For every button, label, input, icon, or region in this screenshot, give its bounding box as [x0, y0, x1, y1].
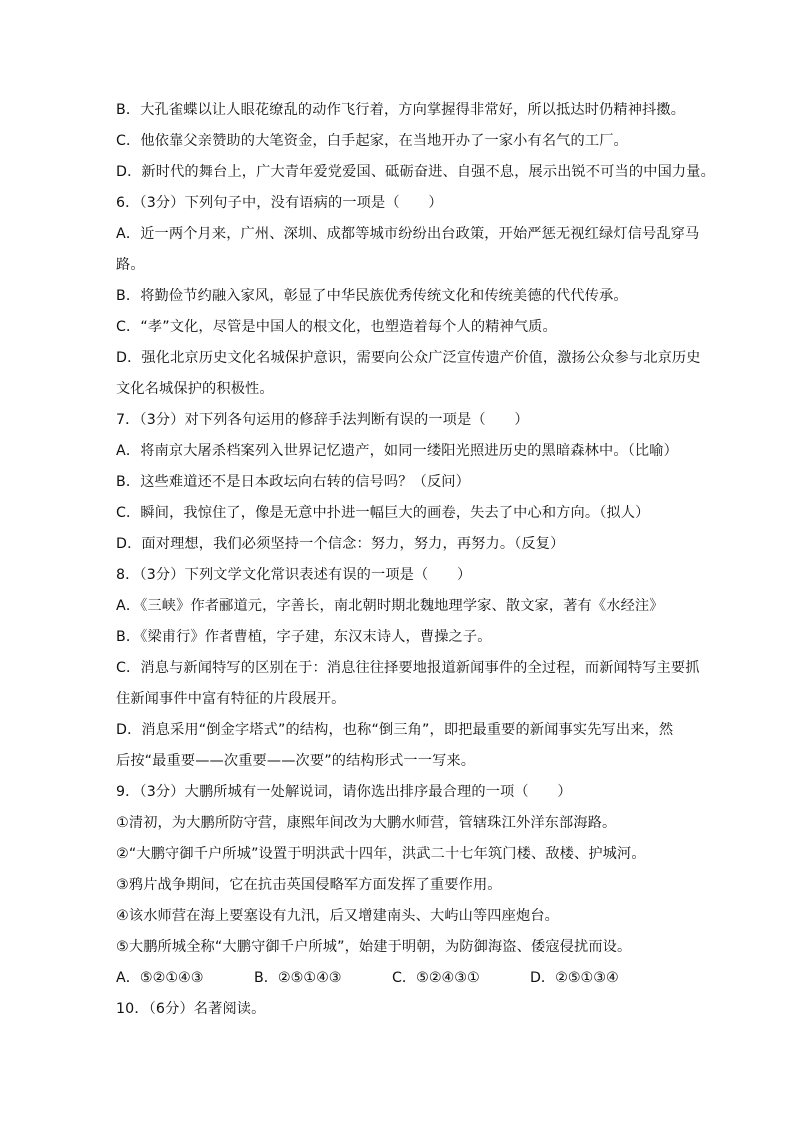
q7-stem: 7．（3分）对下列各句运用的修辞手法判断有误的一项是（ ） [116, 412, 529, 428]
q9-sentence-2: ②“大鹏守御千户所城”设置于明洪武十四年，洪武二十七年筑门楼、敌楼、护城河。 [116, 846, 646, 862]
q9-sentence-1: ①清初，为大鹏所防守营，康熙年间改为大鹏水师营，管辖珠江外洋东部海路。 [116, 815, 617, 831]
q6-option-b: B．将勤俭节约融入家风，彰显了中华民族优秀传统文化和传统美德的代代传承。 [116, 288, 628, 304]
q6-stem: 6．（3分）下列句子中，没有语病的一项是（ ） [116, 195, 443, 211]
q8-option-c-cont: 住新闻事件中富有特征的片段展开。 [116, 691, 346, 707]
q8-option-d: D．消息采用“倒金字塔式”的结构，也称“倒三角”，即把最重要的新闻事实先写出来，然 [116, 722, 674, 738]
q8-option-d-cont: 后按“最重要——次重要——次要”的结构形式一一写来。 [116, 753, 476, 769]
q6-option-c: C．“孝”文化，尽管是中国人的根文化，也塑造着每个人的精神气质。 [116, 319, 557, 335]
q9-sentence-5: ⑤大鹏所城全称“大鹏守御千户所城”，始建于明朝，为防御海盗、倭寇侵扰而设。 [116, 939, 632, 955]
q8-option-a: A．《三峡》作者郦道元，字善长，南北朝时期北魏地理学家、散文家，著有《水经注》 [116, 598, 664, 614]
q6-option-a-cont: 路。 [116, 257, 145, 273]
q7-option-d: D．面对理想，我们必须坚持一个信念：努力，努力，再努力。（反复） [116, 536, 565, 552]
q9-option-d: D．②⑤①③④ [530, 970, 619, 986]
q5-option-d: D．新时代的舞台上，广大青年爱党爱国、砥砺奋进、自强不息，展示出锐不可当的中国力量。 [116, 164, 715, 180]
q9-option-c: C．⑤②④③① [392, 970, 480, 986]
q7-option-a: A．将南京大屠杀档案列入世界记忆遗产，如同一缕阳光照进历史的黑暗森林中。（比喻） [116, 443, 678, 459]
q7-option-c: C．瞬间，我惊住了，像是无意中扑进一幅巨大的画卷，失去了中心和方向。（拟人） [116, 505, 650, 521]
q5-option-c: C．他依靠父亲赞助的大笔资金，白手起家，在当地开办了一家小有名气的工厂。 [116, 133, 628, 149]
q8-stem: 8．（3分）下列文学文化常识表述有误的一项是（ ） [116, 567, 472, 583]
q9-sentence-3: ③鸦片战争期间，它在抗击英国侵略军方面发挥了重要作用。 [116, 877, 502, 893]
q10-stem: 10．（6分）名著阅读。 [116, 1001, 266, 1017]
q7-option-b: B．这些难道还不是日本政坛向右转的信号吗？（反问） [116, 474, 470, 490]
q9-option-a: A．⑤②①④③ [116, 970, 204, 986]
q5-option-b: B．大孔雀蝶以让人眼花缭乱的动作飞行着，方向掌握得非常好，所以抵达时仍精神抖擞。 [116, 102, 686, 118]
q6-option-d-cont: 文化名城保护的积极性。 [116, 381, 274, 397]
q9-stem: 9．（3分）大鹏所城有一处解说词，请你选出排序最合理的一项（ ） [116, 784, 572, 800]
q8-option-c: C．消息与新闻特写的区别在于：消息往往择要地报道新闻事件的全过程，而新闻特写主要抓 [116, 660, 700, 676]
q9-option-b: B．②⑤①④③ [254, 970, 342, 986]
q8-option-b: B．《梁甫行》作者曹植，字子建，东汉末诗人，曹操之子。 [116, 629, 492, 645]
q9-sentence-4: ④该水师营在海上要塞设有九汛，后又增建南头、大屿山等四座炮台。 [116, 908, 559, 924]
q6-option-a: A．近一两个月来，广州、深圳、成都等城市纷纷出台政策，开始严惩无视红绿灯信号乱穿马 [116, 226, 700, 242]
q6-option-d: D．强化北京历史文化名城保护意识，需要向公众广泛宣传遗产价值，激扬公众参与北京历史 [116, 350, 701, 366]
